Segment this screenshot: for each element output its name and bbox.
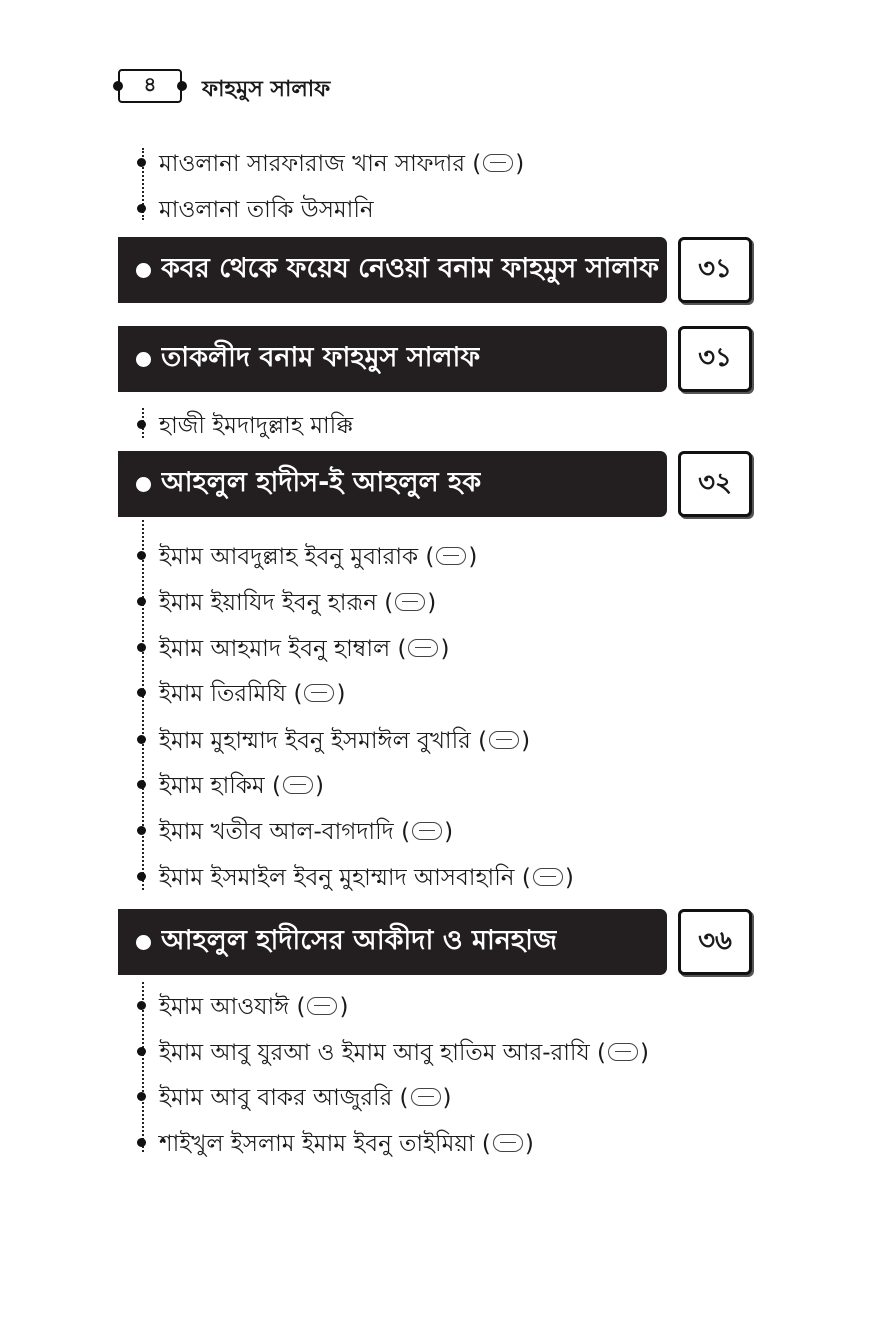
section-page-number: ৩৬ [678,909,752,975]
toc-item-text: মাওলানা তাকি উসমানি [159,197,374,223]
toc-item[interactable] [137,771,324,801]
toc-item[interactable] [137,1129,534,1159]
toc-item-close: ) [314,773,324,799]
toc-item-text: ইমাম আওযাঈ ( [159,994,306,1020]
toc-item-close: ) [336,681,346,707]
toc-item[interactable] [137,992,348,1022]
honorific-icon [493,1134,523,1152]
toc-item[interactable] [137,863,574,893]
toc-item-close: ) [564,865,574,891]
section-page-number: ৩২ [678,451,752,517]
bullet-icon [137,420,146,429]
toc-item[interactable] [137,195,374,225]
section-dot-icon [136,352,151,367]
bullet-icon [137,688,146,697]
honorific-icon [283,776,313,794]
toc-item-text: ইমাম আবু যুরআ ও ইমাম আবু হাতিম আর-রাযি ( [159,1040,607,1066]
toc-item[interactable] [137,1083,452,1113]
toc-item-text: ইমাম ইয়াযিদ ইবনু হারূন ( [159,590,394,616]
running-header [110,66,510,110]
section-page-number: ৩১ [678,237,752,303]
bullet-icon [137,1092,146,1101]
section-bar [118,909,667,975]
bullet-icon [137,158,146,167]
section-dot-icon [136,935,151,950]
section-page-number: ৩১ [678,326,752,392]
toc-item[interactable] [137,411,353,441]
toc-item-close: ) [444,819,454,845]
header-title: ফাহমুস সালাফ [202,77,331,102]
toc-item-close: ) [640,1040,650,1066]
bullet-icon [137,551,146,560]
toc-item[interactable] [137,817,453,847]
section-heading[interactable] [118,326,752,394]
toc-item-text: ইমাম খতীব আল-বাগদাদি ( [159,819,411,845]
honorific-icon [411,1088,441,1106]
section-title: তাকলীদ বনাম ফাহমুস সালাফ [161,341,481,373]
toc-item-text: মাওলানা সারফারাজ খান সাফদার ( [159,151,482,177]
toc-item-close: ) [442,1085,452,1111]
toc-item[interactable] [137,1038,649,1068]
toc-item[interactable] [137,542,477,572]
toc-item-close: ) [521,728,531,754]
section-bar [118,237,667,303]
toc-item-close: ) [524,1131,534,1157]
honorific-icon [395,593,425,611]
bullet-icon [137,1047,146,1056]
bullet-icon [137,780,146,789]
bullet-icon [137,204,146,213]
toc-item-text: ইমাম আবু বাকর আজুররি ( [159,1085,409,1111]
honorific-icon [608,1043,638,1061]
toc-item-close: ) [427,590,437,616]
toc-item-close: ) [468,544,478,570]
section-heading[interactable] [118,909,752,977]
toc-item-text: ইমাম ইসমাইল ইবনু মুহাম্মাদ আসবাহানি ( [159,865,531,891]
header-right-dot [177,81,187,91]
toc-item-text: ইমাম মুহাম্মাদ ইবনু ইসমাঈল বুখারি ( [159,728,488,754]
toc-item-text: ইমাম তিরমিযি ( [159,681,303,707]
honorific-icon [489,731,519,749]
toc-item-close: ) [339,994,349,1020]
toc-item[interactable] [137,726,530,756]
honorific-icon [533,868,563,886]
bullet-icon [137,826,146,835]
section-heading[interactable] [118,237,752,305]
toc-item-text: ইমাম হাকিম ( [159,773,281,799]
section-title: আহলুল হাদীসের আকীদা ও মানহাজ [161,924,558,956]
toc-item-text: হাজী ইমদাদুল্লাহ মাক্কি [159,413,354,439]
section-bar [118,451,667,517]
honorific-icon [408,639,438,657]
honorific-icon [307,997,337,1015]
section-heading[interactable] [118,451,752,519]
honorific-icon [483,154,513,172]
honorific-icon [412,822,442,840]
bullet-icon [137,643,146,652]
bullet-icon [137,1138,146,1147]
honorific-icon [304,684,334,702]
toc-item-close: ) [440,636,450,662]
toc-item[interactable] [137,149,524,179]
section-title: কবর থেকে ফয়েয নেওয়া বনাম ফাহমুস সালাফ [161,252,659,284]
section-dot-icon [136,263,151,278]
bullet-icon [137,597,146,606]
honorific-icon [436,547,466,565]
bullet-icon [137,735,146,744]
toc-item-text: ইমাম আহমাদ ইবনু হাম্বাল ( [159,636,407,662]
toc-item-close: ) [515,151,525,177]
toc-item-text: ইমাম আবদুল্লাহ ইবনু মুবারাক ( [159,544,435,570]
page-number: ৪ [118,69,182,103]
section-bar [118,326,667,392]
toc-item[interactable] [137,588,436,618]
section-title: আহলুল হাদীস-ই আহলুল হক [161,466,482,498]
toc-item-text: শাইখুল ইসলাম ইমাম ইবনু তাইমিয়া ( [159,1131,491,1157]
bullet-icon [137,872,146,881]
toc-item[interactable] [137,634,449,664]
bullet-icon [137,1001,146,1010]
section-dot-icon [136,477,151,492]
toc-item[interactable] [137,679,345,709]
